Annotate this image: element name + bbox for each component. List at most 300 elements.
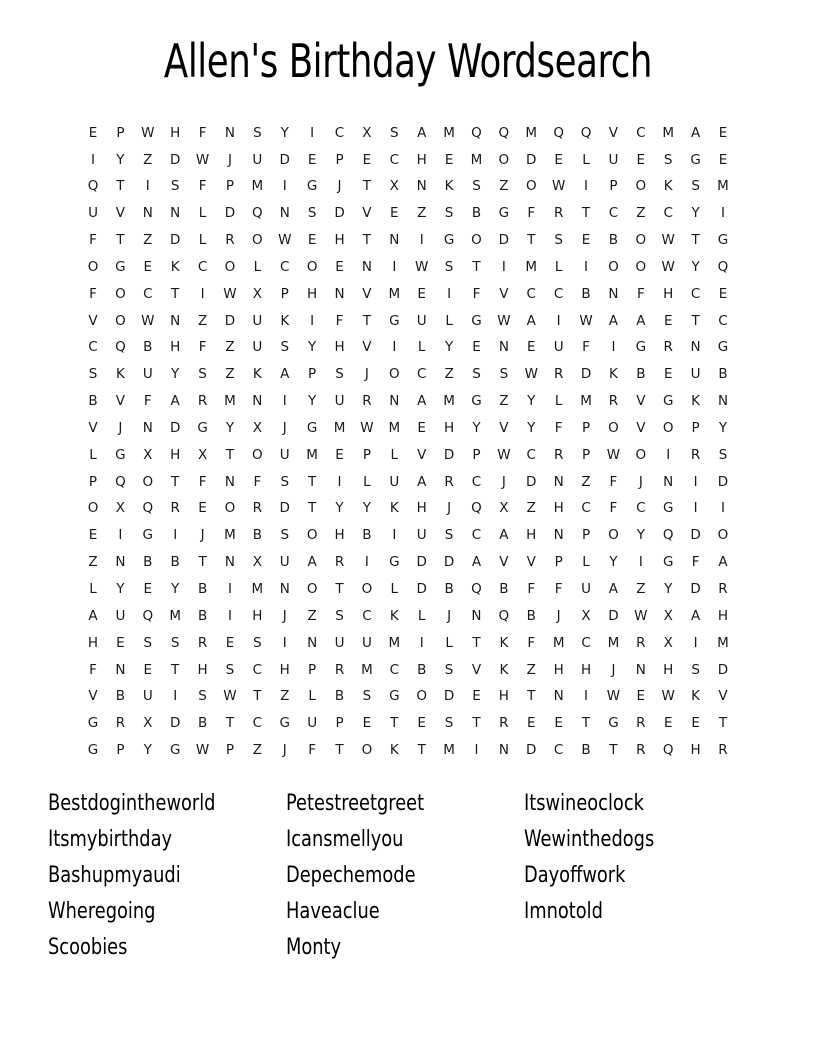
grid-cell[interactable]: W — [278, 232, 292, 249]
grid-cell[interactable]: A — [499, 527, 509, 544]
grid-cell[interactable]: T — [171, 285, 180, 302]
grid-cell[interactable]: X — [663, 634, 673, 651]
grid-cell[interactable]: L — [417, 607, 426, 624]
grid-cell[interactable]: B — [170, 554, 180, 571]
grid-cell[interactable]: P — [225, 742, 235, 759]
grid-cell[interactable]: Q — [662, 527, 674, 544]
grid-cell[interactable]: Z — [225, 339, 235, 356]
grid-cell[interactable]: N — [252, 393, 263, 410]
grid-cell[interactable]: G — [608, 715, 619, 732]
grid-cell[interactable]: N — [553, 688, 564, 705]
grid-cell[interactable]: H — [690, 742, 701, 759]
grid-cell[interactable]: X — [115, 500, 126, 517]
grid-cell[interactable]: I — [337, 473, 342, 490]
grid-cell[interactable]: M — [361, 661, 373, 678]
grid-cell[interactable]: T — [335, 581, 344, 598]
grid-cell[interactable]: N — [279, 581, 290, 598]
grid-cell[interactable]: T — [335, 742, 344, 759]
grid-cell[interactable]: E — [390, 205, 399, 222]
grid-cell[interactable]: Z — [252, 742, 262, 759]
grid-cell[interactable]: I — [145, 178, 150, 195]
grid-cell[interactable]: R — [362, 393, 372, 410]
grid-cell[interactable]: W — [579, 312, 593, 329]
grid-cell[interactable]: T — [362, 178, 372, 195]
grid-cell[interactable]: E — [417, 419, 426, 436]
grid-cell[interactable]: W — [223, 688, 237, 705]
grid-cell[interactable]: R — [499, 715, 509, 732]
grid-cell[interactable]: D — [279, 500, 290, 517]
grid-cell[interactable]: I — [200, 285, 205, 302]
grid-cell[interactable]: I — [693, 473, 698, 490]
grid-cell[interactable]: Y — [171, 581, 180, 598]
grid-cell[interactable]: I — [419, 232, 424, 249]
grid-cell[interactable]: O — [608, 258, 619, 275]
grid-cell[interactable]: M — [333, 419, 346, 436]
grid-cell[interactable]: T — [472, 634, 481, 651]
grid-cell[interactable]: L — [554, 258, 563, 275]
grid-cell[interactable]: I — [227, 607, 232, 624]
grid-cell[interactable]: O — [87, 258, 99, 275]
grid-cell[interactable]: J — [638, 473, 643, 490]
grid-cell[interactable]: Y — [116, 581, 125, 598]
grid-cell[interactable]: V — [499, 285, 509, 302]
grid-cell[interactable]: E — [417, 715, 426, 732]
grid-cell[interactable]: G — [115, 446, 126, 463]
grid-cell[interactable]: K — [115, 366, 125, 383]
grid-cell[interactable]: N — [389, 232, 400, 249]
grid-cell[interactable]: P — [335, 151, 344, 168]
grid-cell[interactable]: A — [690, 607, 701, 624]
grid-cell[interactable]: O — [498, 151, 510, 168]
grid-cell[interactable]: L — [198, 232, 207, 249]
grid-cell[interactable]: S — [307, 205, 317, 222]
grid-cell[interactable]: H — [334, 339, 345, 356]
grid-cell[interactable]: Z — [581, 473, 591, 490]
grid-cell[interactable]: M — [388, 419, 401, 436]
grid-cell[interactable]: F — [198, 339, 207, 356]
grid-cell[interactable]: F — [527, 581, 536, 598]
grid-cell[interactable]: A — [88, 607, 98, 624]
grid-cell[interactable]: C — [88, 339, 98, 356]
grid-cell[interactable]: Y — [527, 419, 536, 436]
grid-cell[interactable]: O — [388, 366, 400, 383]
grid-cell[interactable]: H — [334, 527, 345, 544]
grid-cell[interactable]: X — [143, 715, 153, 732]
grid-cell[interactable]: G — [389, 554, 400, 571]
word-list-item[interactable]: Bestdogintheworld — [48, 791, 216, 817]
grid-cell[interactable]: A — [608, 581, 619, 598]
grid-cell[interactable]: H — [553, 661, 564, 678]
grid-cell[interactable]: J — [282, 419, 287, 436]
grid-cell[interactable]: W — [606, 688, 621, 705]
grid-cell[interactable]: V — [636, 393, 646, 410]
grid-cell[interactable]: S — [225, 661, 235, 678]
word-list-item[interactable]: Wheregoing — [48, 899, 156, 925]
word-list-item[interactable]: Imnotold — [524, 899, 603, 925]
grid-cell[interactable]: I — [227, 581, 232, 598]
grid-cell[interactable]: U — [581, 581, 591, 598]
grid-cell[interactable]: T — [718, 715, 728, 732]
grid-cell[interactable]: K — [691, 393, 701, 410]
grid-cell[interactable]: S — [663, 151, 673, 168]
grid-cell[interactable]: L — [89, 581, 97, 598]
grid-cell[interactable]: D — [443, 554, 455, 571]
grid-cell[interactable]: F — [335, 312, 344, 329]
grid-cell[interactable]: C — [416, 366, 427, 383]
grid-cell[interactable]: R — [608, 393, 619, 410]
grid-cell[interactable]: M — [443, 124, 455, 141]
grid-cell[interactable]: K — [280, 312, 290, 329]
grid-cell[interactable]: J — [447, 607, 452, 624]
grid-cell[interactable]: A — [526, 312, 536, 329]
grid-cell[interactable]: C — [581, 634, 591, 651]
grid-cell[interactable]: N — [690, 339, 701, 356]
word-list-item[interactable]: Bashupmyaudi — [48, 863, 181, 889]
grid-cell[interactable]: G — [471, 393, 482, 410]
grid-cell[interactable]: N — [498, 339, 509, 356]
grid-cell[interactable]: B — [526, 607, 536, 624]
grid-cell[interactable]: T — [225, 715, 235, 732]
grid-cell[interactable]: P — [472, 446, 481, 463]
grid-cell[interactable]: M — [580, 393, 592, 410]
grid-cell[interactable]: T — [472, 258, 481, 275]
grid-cell[interactable]: I — [721, 205, 725, 222]
grid-cell[interactable]: S — [280, 339, 290, 356]
grid-cell[interactable]: B — [417, 661, 427, 678]
grid-cell[interactable]: T — [198, 554, 207, 571]
grid-cell[interactable]: X — [252, 554, 262, 571]
grid-cell[interactable]: E — [307, 151, 317, 168]
grid-cell[interactable]: L — [417, 339, 426, 356]
grid-cell[interactable]: I — [693, 500, 698, 517]
grid-cell[interactable]: Q — [498, 607, 510, 624]
grid-cell[interactable]: J — [556, 607, 561, 624]
grid-cell[interactable]: N — [307, 634, 318, 651]
grid-cell[interactable]: W — [661, 232, 675, 249]
grid-cell[interactable]: H — [170, 339, 181, 356]
grid-cell[interactable]: T — [308, 473, 317, 490]
grid-cell[interactable]: L — [89, 446, 97, 463]
grid-cell[interactable]: S — [499, 366, 509, 383]
grid-cell[interactable]: H — [252, 607, 263, 624]
grid-cell[interactable]: V — [115, 205, 126, 222]
grid-cell[interactable]: Q — [471, 124, 482, 141]
grid-cell[interactable]: F — [609, 473, 618, 490]
grid-cell[interactable]: J — [611, 661, 616, 678]
grid-cell[interactable]: K — [170, 258, 180, 275]
grid-cell[interactable]: C — [526, 446, 536, 463]
grid-cell[interactable]: F — [89, 661, 97, 678]
grid-cell[interactable]: A — [417, 473, 427, 490]
grid-cell[interactable]: R — [636, 634, 646, 651]
grid-cell[interactable]: G — [115, 258, 126, 275]
grid-cell[interactable]: C — [553, 285, 564, 302]
grid-cell[interactable]: P — [308, 366, 317, 383]
grid-cell[interactable]: G — [142, 527, 154, 544]
grid-cell[interactable]: N — [170, 205, 181, 222]
grid-cell[interactable]: K — [499, 661, 509, 678]
grid-cell[interactable]: F — [527, 634, 536, 651]
grid-cell[interactable]: C — [581, 500, 591, 517]
grid-cell[interactable]: O — [608, 527, 619, 544]
grid-cell[interactable]: Q — [252, 205, 263, 222]
grid-cell[interactable]: N — [279, 205, 290, 222]
grid-cell[interactable]: C — [553, 742, 564, 759]
grid-cell[interactable]: J — [282, 607, 287, 624]
word-list-item[interactable]: Icansmellyou — [286, 827, 404, 853]
grid-cell[interactable]: N — [142, 205, 153, 222]
grid-cell[interactable]: Y — [718, 419, 728, 436]
grid-cell[interactable]: K — [499, 634, 509, 651]
grid-cell[interactable]: E — [554, 715, 563, 732]
grid-cell[interactable]: W — [606, 446, 621, 463]
grid-cell[interactable]: L — [582, 151, 590, 168]
grid-cell[interactable]: Y — [444, 339, 454, 356]
grid-cell[interactable]: B — [718, 366, 728, 383]
grid-cell[interactable]: S — [444, 715, 454, 732]
grid-cell[interactable]: I — [419, 634, 424, 651]
grid-cell[interactable]: G — [169, 742, 181, 759]
grid-cell[interactable]: N — [717, 393, 729, 410]
grid-cell[interactable]: B — [88, 393, 98, 410]
grid-cell[interactable]: E — [116, 634, 125, 651]
grid-cell[interactable]: B — [636, 366, 646, 383]
grid-cell[interactable]: I — [364, 554, 369, 571]
grid-cell[interactable]: M — [251, 178, 264, 195]
grid-cell[interactable]: K — [252, 366, 262, 383]
grid-cell[interactable]: N — [553, 473, 564, 490]
grid-cell[interactable]: G — [389, 688, 400, 705]
grid-cell[interactable]: N — [334, 285, 345, 302]
grid-cell[interactable]: U — [279, 446, 290, 463]
grid-cell[interactable]: G — [443, 232, 455, 249]
grid-cell[interactable]: D — [443, 446, 455, 463]
grid-cell[interactable]: D — [498, 232, 510, 249]
grid-cell[interactable]: N — [115, 661, 126, 678]
grid-cell[interactable]: F — [308, 742, 317, 759]
grid-cell[interactable]: M — [717, 634, 729, 651]
grid-cell[interactable]: N — [170, 312, 181, 329]
grid-cell[interactable]: O — [717, 527, 729, 544]
grid-cell[interactable]: S — [691, 661, 700, 678]
grid-cell[interactable]: L — [582, 554, 590, 571]
grid-cell[interactable]: D — [416, 554, 427, 571]
grid-cell[interactable]: Z — [417, 205, 427, 222]
grid-cell[interactable]: U — [252, 151, 263, 168]
grid-cell[interactable]: E — [718, 285, 728, 302]
grid-cell[interactable]: C — [471, 527, 482, 544]
grid-cell[interactable]: V — [362, 285, 372, 302]
grid-cell[interactable]: G — [389, 312, 400, 329]
grid-cell[interactable]: W — [223, 285, 237, 302]
grid-cell[interactable]: S — [88, 366, 98, 383]
grid-cell[interactable]: I — [501, 258, 506, 275]
grid-cell[interactable]: D — [279, 151, 290, 168]
grid-cell[interactable]: K — [691, 688, 701, 705]
grid-cell[interactable]: E — [663, 715, 673, 732]
grid-cell[interactable]: G — [662, 500, 674, 517]
grid-cell[interactable]: O — [306, 527, 318, 544]
grid-cell[interactable]: D — [224, 205, 236, 222]
grid-cell[interactable]: F — [609, 500, 618, 517]
grid-cell[interactable]: J — [118, 419, 123, 436]
grid-cell[interactable]: J — [200, 527, 205, 544]
grid-cell[interactable]: E — [581, 232, 591, 249]
grid-cell[interactable]: G — [197, 419, 208, 436]
grid-cell[interactable]: M — [306, 446, 318, 463]
grid-cell[interactable]: U — [690, 366, 701, 383]
grid-cell[interactable]: I — [310, 312, 315, 329]
grid-cell[interactable]: E — [307, 232, 317, 249]
grid-cell[interactable]: O — [662, 419, 674, 436]
grid-cell[interactable]: Z — [307, 607, 317, 624]
grid-cell[interactable]: X — [252, 419, 262, 436]
grid-cell[interactable]: B — [197, 607, 208, 624]
grid-cell[interactable]: M — [251, 581, 264, 598]
grid-cell[interactable]: E — [663, 312, 673, 329]
grid-cell[interactable]: G — [662, 554, 674, 571]
grid-cell[interactable]: D — [526, 473, 537, 490]
grid-cell[interactable]: L — [363, 473, 371, 490]
grid-cell[interactable]: X — [197, 446, 208, 463]
grid-cell[interactable]: F — [253, 473, 262, 490]
word-list-item[interactable]: Itswineoclock — [524, 791, 644, 817]
grid-cell[interactable]: F — [554, 581, 563, 598]
grid-cell[interactable]: E — [362, 715, 372, 732]
grid-cell[interactable]: E — [472, 339, 481, 356]
grid-cell[interactable]: S — [718, 446, 728, 463]
grid-cell[interactable]: P — [581, 446, 591, 463]
grid-cell[interactable]: A — [690, 124, 701, 141]
grid-cell[interactable]: E — [143, 661, 153, 678]
grid-cell[interactable]: O — [416, 688, 428, 705]
grid-cell[interactable]: Z — [143, 232, 153, 249]
grid-cell[interactable]: L — [390, 446, 399, 463]
grid-cell[interactable]: F — [582, 339, 590, 356]
grid-cell[interactable]: I — [118, 527, 123, 544]
grid-cell[interactable]: J — [337, 178, 342, 195]
grid-cell[interactable]: U — [279, 554, 290, 571]
grid-cell[interactable]: Y — [636, 527, 645, 544]
grid-cell[interactable]: Q — [115, 473, 126, 490]
grid-cell[interactable]: C — [252, 715, 263, 732]
grid-cell[interactable]: G — [279, 715, 290, 732]
grid-cell[interactable]: T — [362, 232, 372, 249]
grid-cell[interactable]: D — [169, 151, 181, 168]
grid-cell[interactable]: N — [115, 554, 126, 571]
word-list-item[interactable]: Dayoffwork — [524, 863, 626, 889]
grid-cell[interactable]: L — [390, 581, 399, 598]
grid-cell[interactable]: T — [417, 742, 426, 759]
grid-cell[interactable]: P — [362, 446, 371, 463]
grid-cell[interactable]: B — [581, 285, 591, 302]
grid-cell[interactable]: X — [389, 178, 399, 195]
grid-cell[interactable]: I — [310, 124, 315, 141]
grid-cell[interactable]: H — [717, 607, 729, 624]
grid-cell[interactable]: Z — [197, 312, 208, 329]
grid-cell[interactable]: M — [388, 285, 401, 302]
grid-cell[interactable]: I — [721, 500, 725, 517]
grid-cell[interactable]: C — [280, 258, 290, 275]
grid-cell[interactable]: S — [253, 124, 262, 141]
grid-cell[interactable]: E — [417, 285, 426, 302]
grid-cell[interactable]: Q — [553, 124, 564, 141]
grid-cell[interactable]: K — [389, 607, 399, 624]
grid-cell[interactable]: T — [527, 232, 536, 249]
grid-cell[interactable]: V — [718, 688, 728, 705]
grid-cell[interactable]: G — [662, 393, 674, 410]
grid-cell[interactable]: O — [115, 312, 126, 329]
grid-cell[interactable]: R — [718, 742, 728, 759]
grid-cell[interactable]: M — [552, 634, 565, 651]
grid-cell[interactable]: T — [691, 312, 700, 329]
grid-cell[interactable]: Z — [444, 366, 454, 383]
grid-cell[interactable]: F — [198, 124, 207, 141]
grid-cell[interactable]: U — [142, 688, 153, 705]
grid-cell[interactable]: Y — [362, 500, 372, 517]
grid-cell[interactable]: C — [718, 312, 728, 329]
grid-cell[interactable]: D — [717, 473, 729, 490]
grid-cell[interactable]: I — [666, 446, 671, 463]
grid-cell[interactable]: U — [389, 473, 400, 490]
grid-cell[interactable]: K — [609, 366, 618, 383]
grid-cell[interactable]: R — [690, 446, 701, 463]
grid-cell[interactable]: X — [252, 285, 262, 302]
grid-cell[interactable]: E — [526, 715, 536, 732]
grid-cell[interactable]: E — [88, 527, 98, 544]
grid-cell[interactable]: R — [718, 581, 728, 598]
grid-cell[interactable]: E — [362, 151, 372, 168]
grid-cell[interactable]: R — [553, 446, 564, 463]
grid-cell[interactable]: S — [444, 205, 454, 222]
grid-cell[interactable]: A — [280, 366, 290, 383]
grid-cell[interactable]: W — [497, 312, 511, 329]
grid-cell[interactable]: L — [198, 205, 207, 222]
grid-cell[interactable]: T — [581, 205, 591, 222]
grid-cell[interactable]: I — [584, 258, 589, 275]
grid-cell[interactable]: G — [306, 419, 318, 436]
grid-cell[interactable]: A — [417, 393, 427, 410]
grid-cell[interactable]: E — [198, 500, 207, 517]
grid-cell[interactable]: S — [444, 661, 454, 678]
grid-cell[interactable]: J — [447, 500, 452, 517]
grid-cell[interactable]: N — [471, 607, 482, 624]
grid-cell[interactable]: G — [87, 715, 99, 732]
grid-cell[interactable]: P — [691, 419, 700, 436]
word-list-item[interactable]: Wewinthedogs — [524, 827, 655, 853]
grid-cell[interactable]: H — [444, 419, 455, 436]
grid-cell[interactable]: R — [553, 366, 564, 383]
grid-cell[interactable]: G — [306, 178, 318, 195]
grid-cell[interactable]: T — [472, 715, 481, 732]
grid-cell[interactable]: S — [444, 258, 454, 275]
grid-cell[interactable]: S — [335, 366, 344, 383]
grid-cell[interactable]: N — [224, 473, 236, 490]
grid-cell[interactable]: H — [416, 151, 427, 168]
grid-cell[interactable]: H — [553, 500, 564, 517]
grid-cell[interactable]: Y — [527, 393, 536, 410]
grid-cell[interactable]: U — [416, 312, 427, 329]
grid-cell[interactable]: E — [335, 258, 344, 275]
grid-cell[interactable]: C — [362, 607, 372, 624]
grid-cell[interactable]: C — [636, 124, 646, 141]
grid-cell[interactable]: D — [224, 312, 236, 329]
grid-cell[interactable]: C — [608, 205, 619, 222]
grid-cell[interactable]: B — [197, 581, 208, 598]
grid-cell[interactable]: V — [88, 419, 98, 436]
word-list-item[interactable]: Depechemode — [286, 863, 416, 889]
grid-cell[interactable]: B — [252, 527, 262, 544]
